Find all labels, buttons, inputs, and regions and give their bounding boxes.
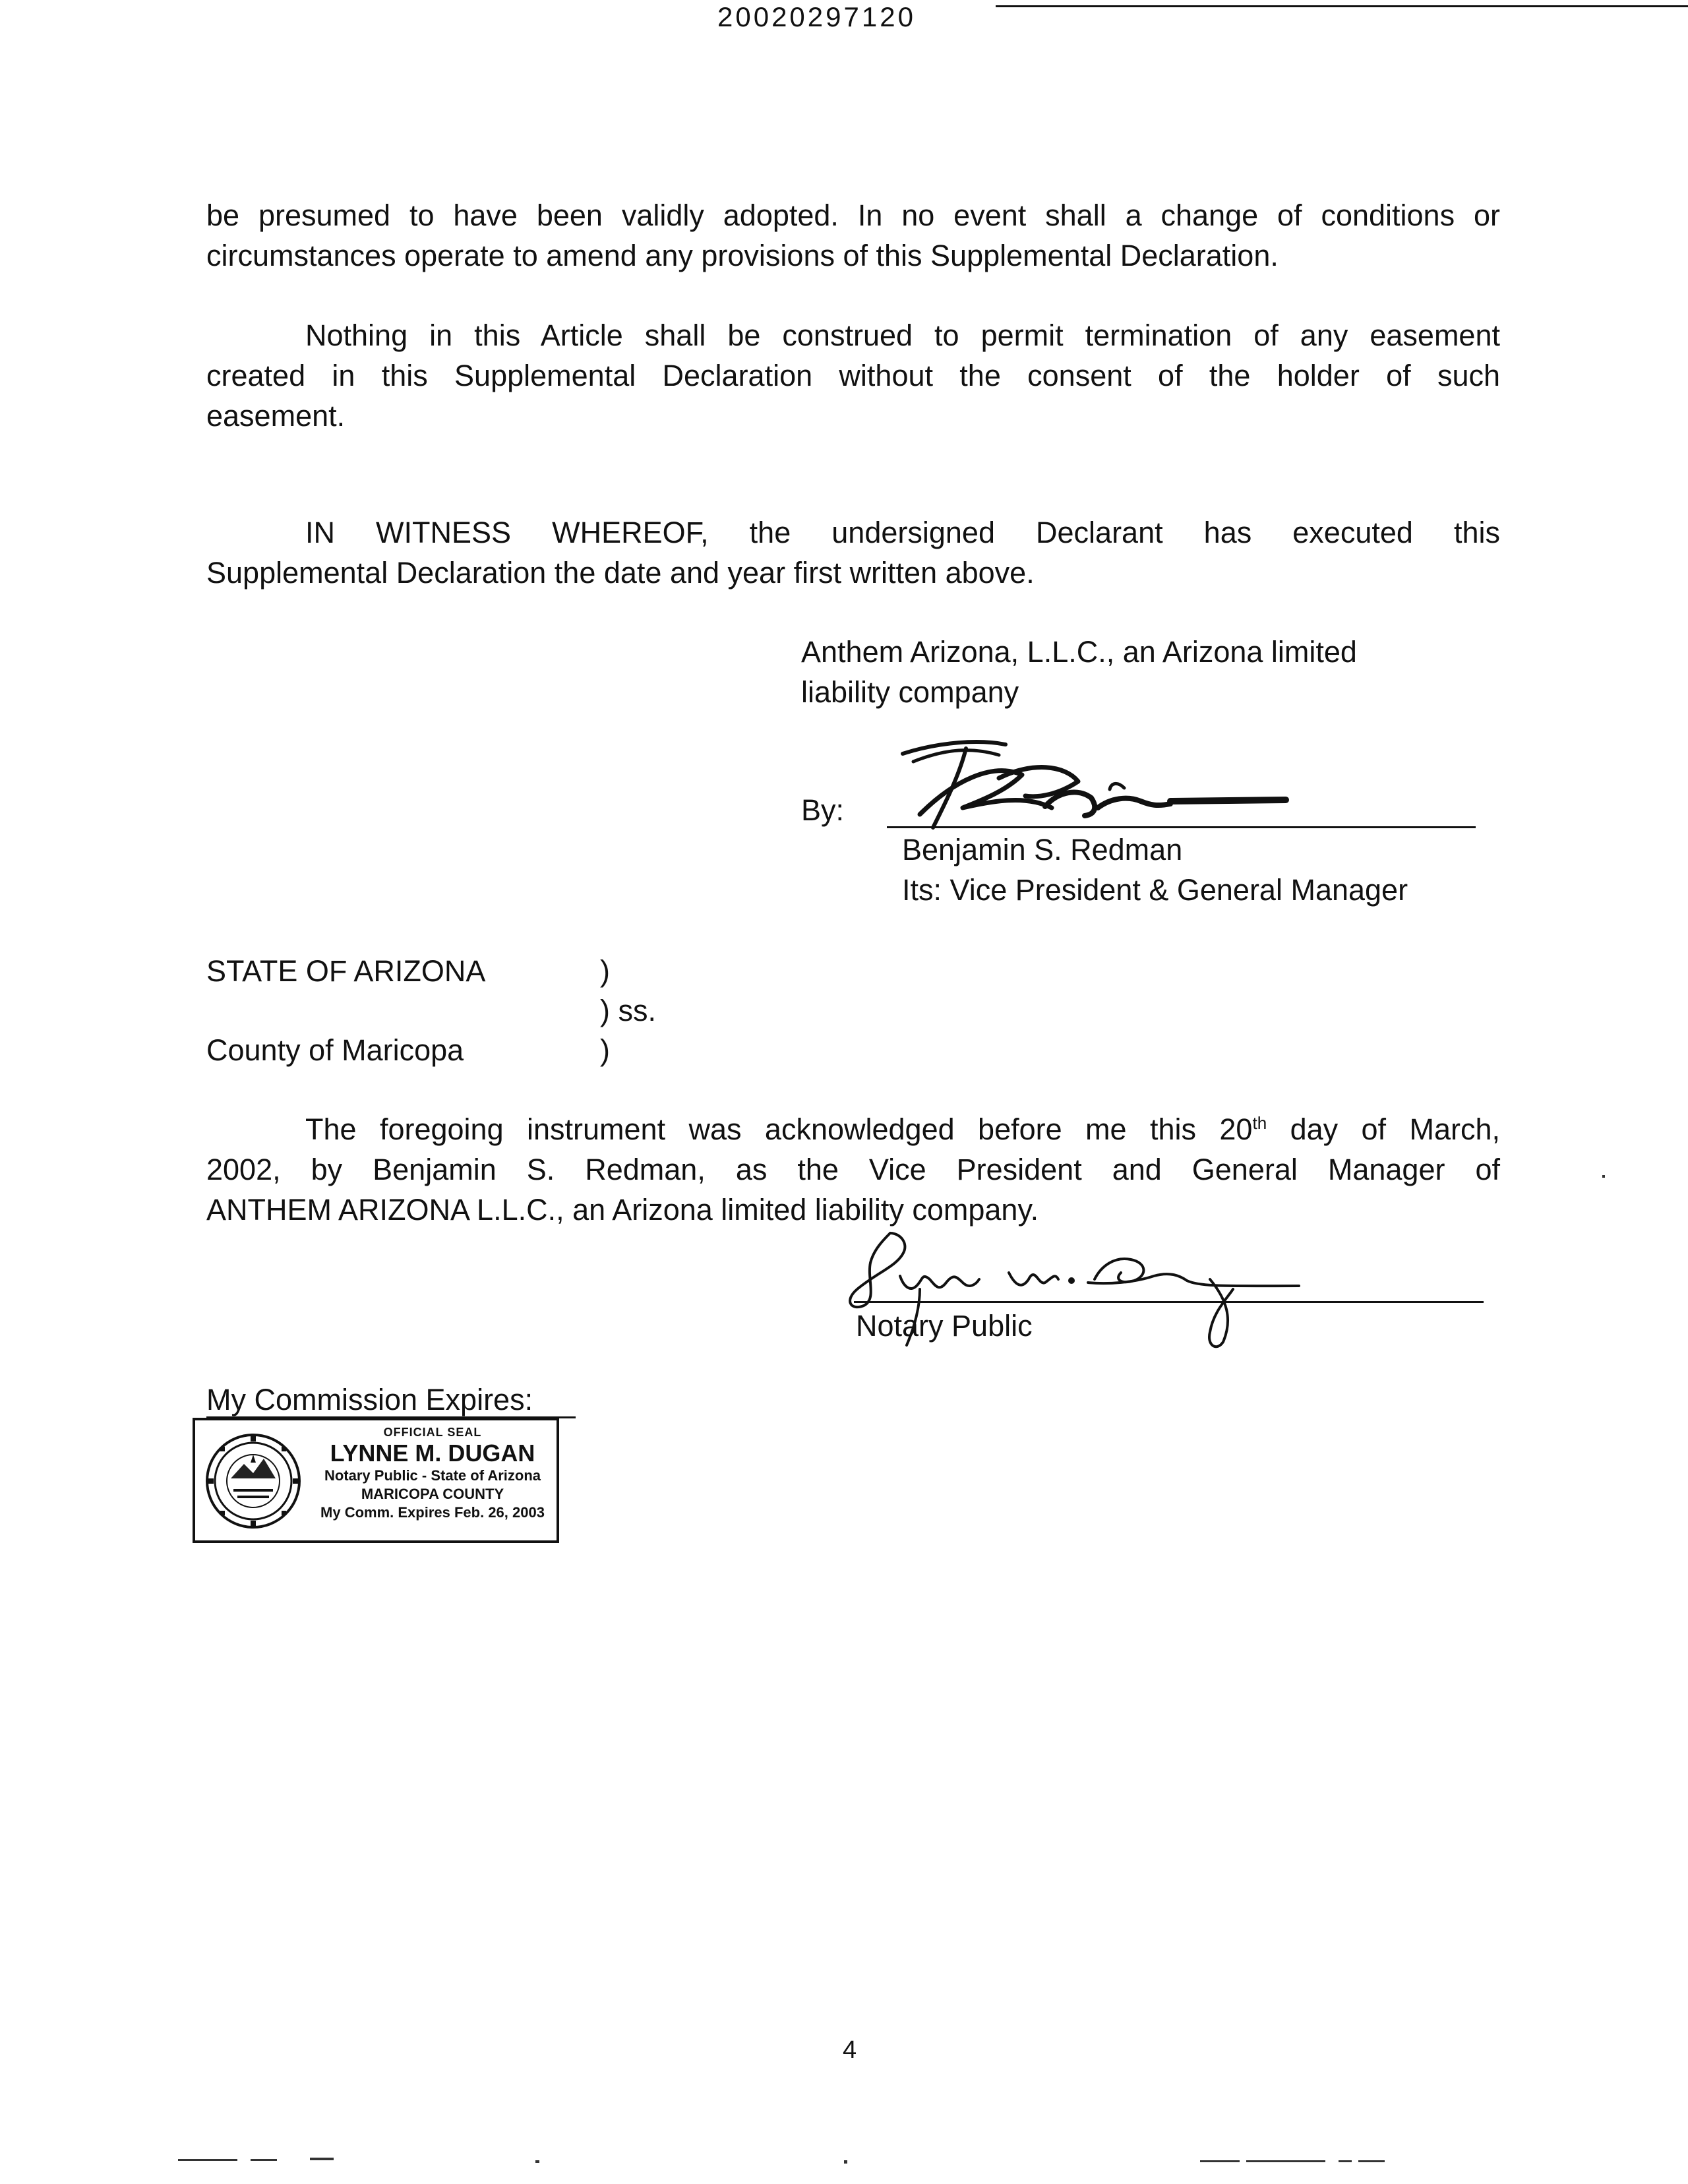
signature-line <box>887 826 1476 828</box>
venue-bracket-bottom: ) <box>600 1033 610 1067</box>
scan-artifact <box>1200 2160 1240 2162</box>
arizona-state-seal-emblem <box>204 1432 302 1530</box>
notary-signature-line <box>854 1301 1484 1303</box>
scan-artifact <box>310 2158 334 2160</box>
acknowledgment-line-2: 2002, by Benjamin S. Redman, as the Vice President and General Manager of <box>206 1153 1500 1186</box>
scan-artifact <box>1246 2160 1325 2162</box>
witness-line-1: IN WITNESS WHEREOF, the undersigned Declarant has executed this <box>305 516 1500 549</box>
paragraph-1-line-1: be presumed to have been validly adopted. In no event shall a change of conditions or <box>206 198 1500 232</box>
company-name-line-1: Anthem Arizona, L.L.C., an Arizona limited <box>801 635 1357 669</box>
venue-ss: ) ss. <box>600 994 656 1027</box>
scan-artifact <box>1339 2160 1352 2162</box>
document-number: 20020297120 <box>717 1 916 32</box>
paragraph-2-line-3: easement. <box>206 399 346 433</box>
notary-seal-stamp <box>193 1418 559 1543</box>
notary-public-label: Notary Public <box>856 1309 1033 1343</box>
seal-official-label: OFFICIAL SEAL <box>383 1426 482 1439</box>
signer-title: Its: Vice President & General Manager <box>902 873 1408 907</box>
venue-bracket-top: ) <box>600 954 610 988</box>
scan-artifact <box>535 2160 539 2163</box>
top-rule <box>996 5 1688 7</box>
scan-artifact <box>844 2160 847 2164</box>
witness-line-2: Supplemental Declaration the date and year first written above. <box>206 556 1035 590</box>
venue-state: STATE OF ARIZONA <box>206 954 486 988</box>
paragraph-2-line-2: created in this Supplemental Declaration without the consent of the holder of such <box>206 359 1500 392</box>
company-name-line-2: liability company <box>801 675 1019 709</box>
ordinal-suffix: th <box>1252 1113 1267 1133</box>
seal-text-block <box>307 1424 558 1522</box>
signer-name: Benjamin S. Redman <box>902 833 1183 866</box>
seal-expiration: My Comm. Expires Feb. 26, 2003 <box>320 1504 545 1521</box>
scan-artifact <box>1358 2160 1385 2162</box>
scan-artifact <box>251 2159 277 2161</box>
page-number: 4 <box>843 2036 857 2064</box>
venue-county: County of Maricopa <box>206 1033 464 1067</box>
paragraph-1-line-2: circumstances operate to amend any provisions of this Supplemental Declaration. <box>206 239 1279 272</box>
seal-notary-name: LYNNE M. DUGAN <box>330 1440 535 1467</box>
commission-expires-label: My Commission Expires: <box>206 1383 533 1416</box>
seal-notary-state: Notary Public - State of Arizona <box>324 1467 541 1484</box>
scan-artifact <box>1602 1175 1605 1178</box>
scan-artifact <box>178 2159 237 2161</box>
by-label: By: <box>801 793 845 827</box>
paragraph-2-line-1: Nothing in this Article shall be construed to permit termination of any easement <box>305 318 1500 352</box>
acknowledgment-line-3: ANTHEM ARIZONA L.L.C., an Arizona limited liability company. <box>206 1193 1039 1227</box>
seal-county: MARICOPA COUNTY <box>361 1486 504 1502</box>
acknowledgment-line-1: The foregoing instrument was acknowledged before me this 20th day of March, <box>305 1112 1500 1146</box>
declarant-signature <box>900 735 1348 834</box>
